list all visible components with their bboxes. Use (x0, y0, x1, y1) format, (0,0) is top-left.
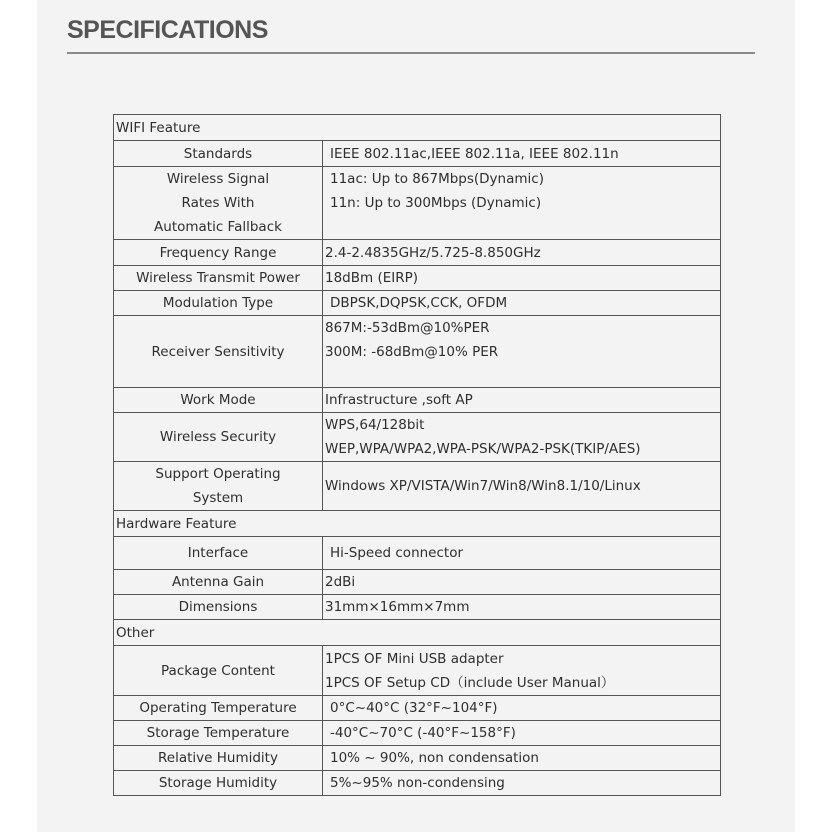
spec-value (323, 413, 721, 462)
table-row (114, 167, 721, 240)
spec-label: Antenna Gain (114, 570, 323, 595)
table-row (114, 646, 721, 696)
spec-value: Infrastructure ,soft AP (323, 388, 721, 413)
spec-value: DBPSK,DQPSK,CCK, OFDM (323, 291, 721, 316)
spec-value: -40°C~70°C (-40°F~158°F) (323, 721, 721, 746)
table-row (114, 240, 721, 266)
table-row (114, 771, 721, 796)
spec-value-line: 1PCS OF Mini USB adapter (325, 650, 504, 667)
spec-value-line: 11ac: Up to 867Mbps(Dynamic) (330, 171, 544, 187)
table-row (114, 388, 721, 413)
spec-value: 0°C~40°C (32°F~104°F) (323, 696, 721, 721)
spec-value-line: 300M: -68dBm@10% PER (325, 344, 499, 360)
spec-label-line: Support Operating (155, 466, 281, 482)
spec-label: Storage Humidity (114, 771, 323, 796)
spec-label-line: System (192, 490, 244, 506)
page-background (37, 0, 795, 832)
spec-label-line: Rates With (181, 195, 255, 211)
spec-value-line: 11n: Up to 300Mbps (Dynamic) (330, 195, 542, 211)
spec-label: Frequency Range (114, 240, 323, 266)
spec-value-line: WPS,64/128bit (325, 417, 425, 433)
table-row (114, 266, 721, 291)
table-row (114, 570, 721, 595)
spec-label: Work Mode (114, 388, 323, 413)
section-header-row (114, 115, 721, 141)
spec-label: Dimensions (114, 595, 323, 620)
title-divider (67, 52, 755, 54)
spec-label: Storage Temperature (114, 721, 323, 746)
spec-value: 2.4-2.4835GHz/5.725-8.850GHz (323, 240, 721, 266)
table-row (114, 462, 721, 511)
spec-value: 18dBm (EIRP) (323, 266, 721, 291)
spec-value: 10% ~ 90%, non condensation (323, 746, 721, 771)
table-row (114, 721, 721, 746)
spec-value-line: WEP,WPA/WPA2,WPA-PSK/WPA2-PSK(TKIP/AES) (325, 441, 641, 457)
section-header-row (114, 620, 721, 646)
spec-label: Receiver Sensitivity (114, 316, 323, 388)
section-header-row (114, 511, 721, 537)
spec-value (323, 646, 721, 696)
spec-label: Standards (114, 141, 323, 167)
table-row (114, 746, 721, 771)
spec-value: 31mm×16mm×7mm (323, 595, 721, 620)
table-row (114, 413, 721, 462)
spec-value (323, 167, 721, 240)
spec-value-line: 1PCS OF Setup CD（include User Manual） (325, 674, 615, 691)
table-row (114, 316, 721, 388)
spec-label: Operating Temperature (114, 696, 323, 721)
spec-value: 5%~95% non-condensing (323, 771, 721, 796)
spec-label (114, 462, 323, 511)
spec-value (323, 316, 721, 388)
spec-label: Package Content (114, 646, 323, 696)
spec-value-line: 867M:-53dBm@10%PER (325, 320, 490, 336)
spec-label: Interface (114, 537, 323, 570)
spec-label: Wireless Security (114, 413, 323, 462)
table-row (114, 595, 721, 620)
table-row (114, 141, 721, 167)
spec-label (114, 167, 323, 240)
specifications-table (113, 114, 721, 796)
spec-label-line: Automatic Fallback (154, 219, 282, 235)
spec-value: 2dBi (323, 570, 721, 595)
section-header-hardware: Hardware Feature (114, 511, 721, 537)
spec-label-line: Wireless Signal (166, 171, 270, 187)
page-title: SPECIFICATIONS (67, 16, 268, 44)
spec-value: Windows XP/VISTA/Win7/Win8/Win8.1/10/Linux (323, 462, 721, 511)
spec-value: Hi-Speed connector (323, 537, 721, 570)
spec-label: Modulation Type (114, 291, 323, 316)
table-row (114, 696, 721, 721)
spec-value: IEEE 802.11ac,IEEE 802.11a, IEEE 802.11n (323, 141, 721, 167)
spec-label: Wireless Transmit Power (114, 266, 323, 291)
table-row (114, 537, 721, 570)
table-row (114, 291, 721, 316)
section-header-wifi: WIFI Feature (114, 115, 721, 141)
section-header-other: Other (114, 620, 721, 646)
spec-label: Relative Humidity (114, 746, 323, 771)
